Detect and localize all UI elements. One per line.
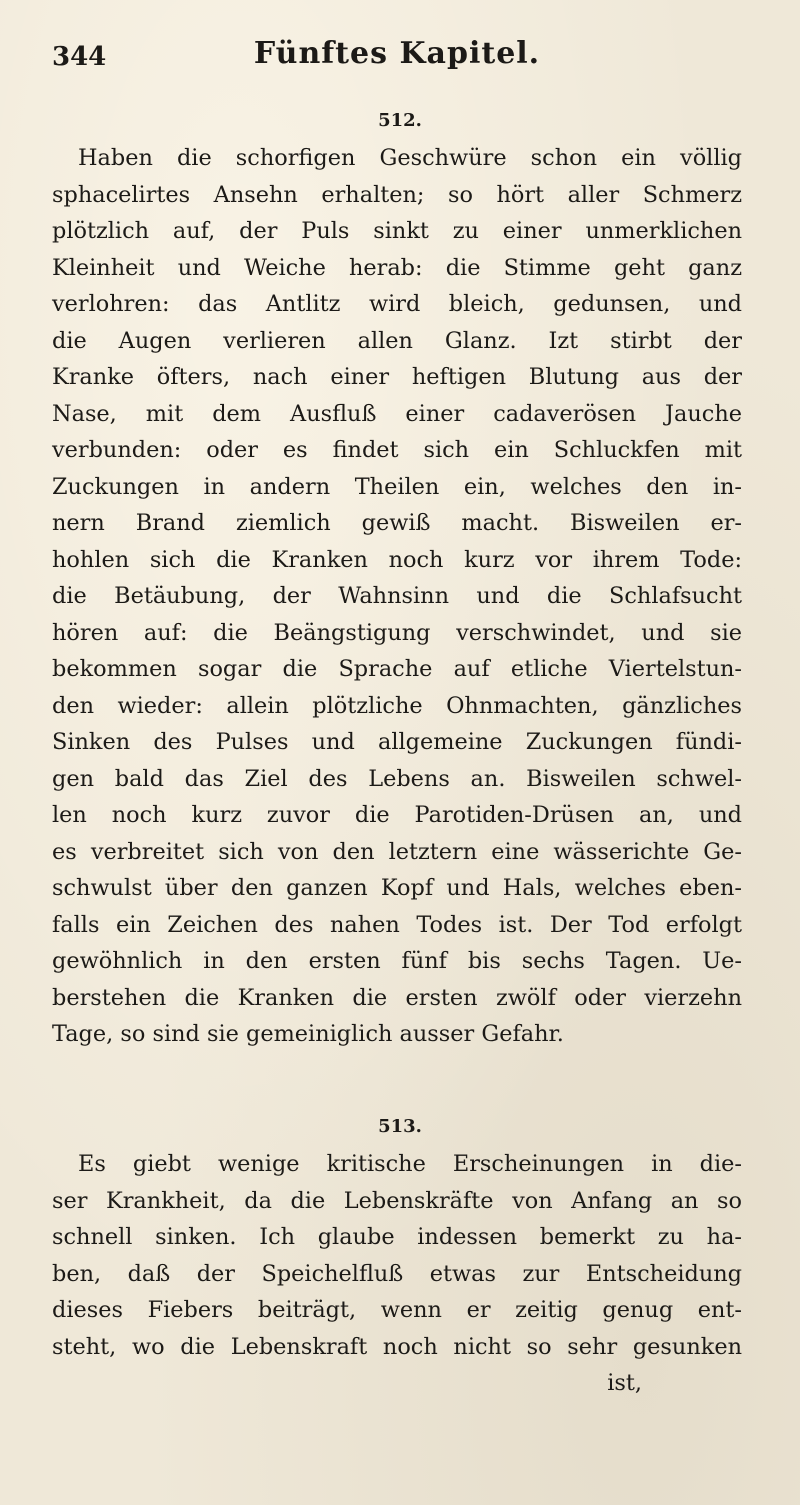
text-line: ben, daß der Speichelfluß etwas zur Entscheidung xyxy=(52,1260,742,1287)
text-line: plötzlich auf, der Puls sinkt zu einer unmerklichen xyxy=(52,218,742,244)
text-line: dieses Fiebers beiträgt, wenn er zeitig genug ent- xyxy=(52,1297,742,1323)
text-line: len noch kurz zuvor die Parotiden-Drüsen an, und xyxy=(52,802,742,828)
section-number: 513. xyxy=(378,1116,422,1137)
text-line: schnell sinken. Ich glaube indessen bemerkt zu ha- xyxy=(52,1224,742,1250)
text-line: verlohren: das Antlitz wird bleich, gedunsen, und xyxy=(52,291,742,317)
text-line: verbunden: oder es findet sich ein Schluckfen mit xyxy=(52,437,742,463)
text-line: Nase, mit dem Ausfluß einer cadaverösen Jauche xyxy=(52,400,742,427)
text-line: Zuckungen in andern Theilen ein, welches den in- xyxy=(52,473,742,500)
text-line: sphacelirtes Ansehn erhalten; so hört aller Schmerz xyxy=(52,181,742,208)
text-line: steht, wo die Lebenskraft noch nicht so sehr gesunken xyxy=(52,1333,742,1360)
text-line: hohlen sich die Kranken noch kurz vor ihrem Tode: xyxy=(52,546,742,573)
section-513-text xyxy=(52,1146,742,1402)
text-line: Kranke öfters, nach einer heftigen Blutung aus der xyxy=(52,364,742,390)
page-number: 344 xyxy=(52,42,107,72)
text-line: falls ein Zeichen des nahen Todes ist. Der Tod erfolgt xyxy=(52,911,742,938)
text-line: die Augen verlieren allen Glanz. Izt stirbt der xyxy=(52,327,742,354)
text-line: gewöhnlich in den ersten fünf bis sechs Tagen. Ue- xyxy=(52,948,742,974)
running-head xyxy=(52,36,742,80)
text-line: die Betäubung, der Wahnsinn und die Schlafsucht xyxy=(52,583,742,609)
text-line: Sinken des Pulses und allgemeine Zuckungen fündi- xyxy=(52,729,742,755)
text-line: ist, xyxy=(607,1370,642,1396)
text-line: Kleinheit und Weiche herab: die Stimme geht ganz xyxy=(52,254,742,281)
text-line: ser Krankheit, da die Lebenskräfte von Anfang an so xyxy=(52,1187,742,1214)
text-line: Haben die schorfigen Geschwüre schon ein völlig xyxy=(78,145,742,171)
text-line: gen bald das Ziel des Lebens an. Bisweilen schwel- xyxy=(52,765,742,792)
text-line: Es giebt wenige kritische Erscheinungen in die- xyxy=(78,1151,742,1177)
chapter-title: Fünftes Kapitel. xyxy=(253,36,541,71)
text-line: nern Brand ziemlich gewiß macht. Bisweilen er- xyxy=(52,510,742,536)
text-line: berstehen die Kranken die ersten zwölf oder vierzehn xyxy=(52,984,742,1011)
text-line: bekommen sogar die Sprache auf etliche Viertelstun- xyxy=(52,656,742,682)
text-line: hören auf: die Beängstigung verschwindet, und sie xyxy=(52,619,742,646)
section-number: 512. xyxy=(378,110,422,131)
text-line: schwulst über den ganzen Kopf und Hals, welches eben- xyxy=(52,875,742,901)
text-line: den wieder: allein plötzliche Ohnmachten, gänzliches xyxy=(52,692,742,719)
text-line: Tage, so sind sie gemeiniglich ausser Gefahr. xyxy=(52,1021,564,1047)
section-512-text xyxy=(52,140,742,1053)
text-line: es verbreitet sich von den letztern eine wässerichte Ge- xyxy=(52,838,742,865)
